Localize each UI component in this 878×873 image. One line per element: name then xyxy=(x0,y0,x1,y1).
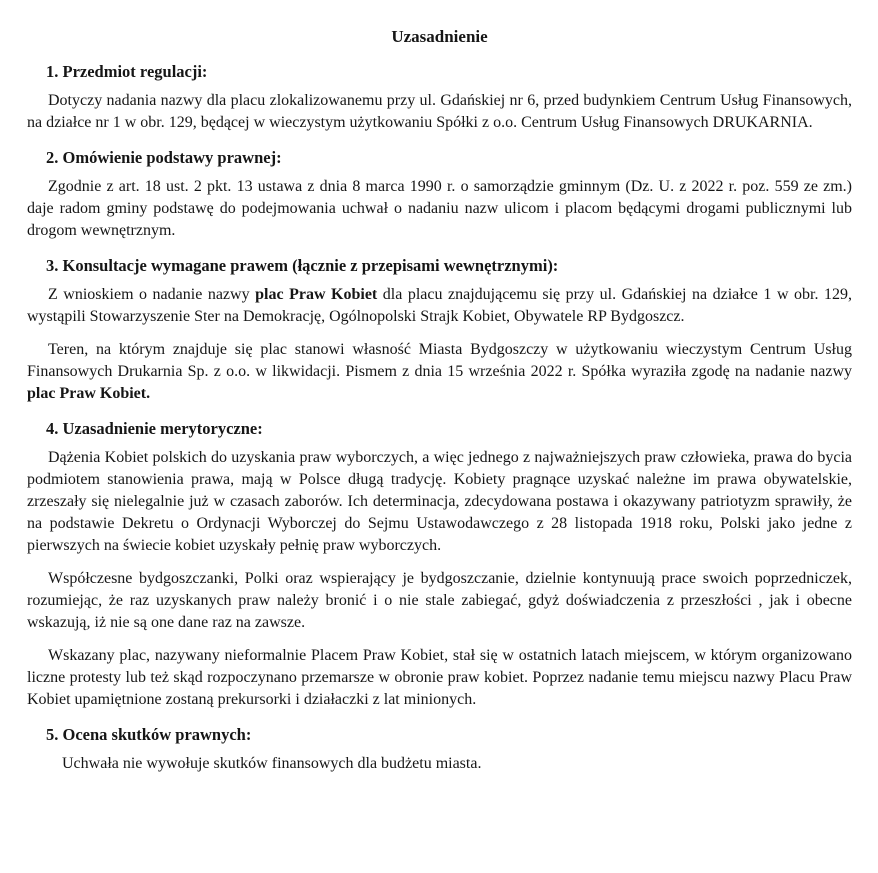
section-heading-4 xyxy=(46,418,852,440)
text-run: Wskazany plac, nazywany nieformalnie Placem Praw Kobiet, stał się w ostatnich latach miejscem, w którym organizowano liczne protesty lub też skąd rozpoczynano przemarsze w obronie praw kobiet. Poprzez nadanie temu miejscu nazwy Placu Praw Kobiet upamiętnione zostaną prekursorki i działaczki z lat minionych. xyxy=(27,647,852,708)
text-run: Teren, na którym znajduje się plac stanowi własność Miasta Bydgoszczy w użytkowaniu wieczystym Centrum Usług Finansowych Drukarnia Sp. z o.o. w likwidacji. Pismem z dnia 15 września 2022 r. Spółka wyraziła zgodę na nadanie nazwy xyxy=(27,341,852,380)
text-run: dla placu znajdującemu się przy ul. Gdańskiej na działce 1 w obr. 129, wystąpili Stowarzyszenie Ster na Demokrację, Ogólnopolski Strajk Kobiet, Obywatele RP Bydgoszcz. xyxy=(27,286,852,325)
text-run: Z wnioskiem o nadanie nazwy xyxy=(48,286,256,303)
section-3 xyxy=(27,255,852,405)
section-5 xyxy=(27,724,852,775)
section-heading-3 xyxy=(46,255,852,277)
bold-text-run: 4. Uzasadnienie merytoryczne: xyxy=(46,419,263,438)
section-heading-5 xyxy=(46,724,852,746)
bold-text-run: 5. Ocena skutków prawnych: xyxy=(46,725,252,744)
text-run: . xyxy=(54,256,63,275)
text-run: Dążenia Kobiet polskich do uzyskania praw wyborczych, a więc jednego z najważniejszych praw człowieka, prawa do bycia podmiotem stanowienia prawa, mają w Polsce długą tradycję. Kobiety pragnące uzyskać należne im prawa obywatelskie, zrzeszały się nielegalnie już w czasach zaborów. Ich determinacja, zdecydowana postawa i okazywany patriotyzm sprawiły, że na podstawie Dekretu o Ordynacji Wyborczej do Sejmu Ustawodawczego z 28 listopada 1918 roku, Polski jako jedne z pierwszych na świecie kobiet uzyskały pełnię praw wyborczych. xyxy=(27,449,852,554)
paragraph xyxy=(27,284,852,328)
paragraph xyxy=(27,447,852,557)
paragraph xyxy=(27,339,852,405)
bold-text-run: 2. Omówienie podstawy prawnej: xyxy=(46,148,282,167)
section-2 xyxy=(27,147,852,242)
document-body xyxy=(27,61,852,775)
text-run: Dotyczy nadania nazwy dla placu zlokalizowanemu przy ul. Gdańskiej nr 6, przed budynkiem Centrum Usług Finansowych, na działce nr 1 w obr. 129, będącej w wieczystym użytkowaniu Spółki z o.o. Centrum Usług Finansowych DRUKARNIA. xyxy=(27,92,852,131)
bold-text-run: plac Praw Kobiet. xyxy=(27,385,151,402)
section-heading-1 xyxy=(46,61,852,83)
text-run: Współczesne bydgoszczanki, Polki oraz wspierający je bydgoszczanie, dzielnie kontynuują prace swoich poprzedniczek, rozumiejąc, że raz uzyskanych praw należy bronić i o nie stale zabiegać, gdyż doświadczenia z przeszłości , jak i obecne wskazują, iż nie są one dane raz na zawsze. xyxy=(27,570,852,631)
paragraph xyxy=(27,176,852,242)
paragraph xyxy=(27,568,852,634)
section-1 xyxy=(27,61,852,134)
paragraph xyxy=(27,90,852,134)
section-4 xyxy=(27,418,852,711)
document-title: Uzasadnienie xyxy=(391,27,488,46)
text-run: Zgodnie z art. 18 ust. 2 pkt. 13 ustawa z dnia 8 marca 1990 r. o samorządzie gminnym (Dz. U. z 2022 r. poz. 559 ze zm.) daje radom gminy podstawę do podejmowania uchwał o nadaniu nazw ulicom i placom będącymi drogami publicznymi lub drogom wewnętrznym. xyxy=(27,178,852,239)
section-heading-2 xyxy=(46,147,852,169)
bold-text-run: 1. Przedmiot regulacji: xyxy=(46,62,208,81)
bold-text-run: plac Praw Kobiet xyxy=(255,286,378,303)
paragraph xyxy=(27,645,852,711)
bold-text-run: Konsultacje wymagane prawem (łącznie z przepisami wewnętrznymi): xyxy=(62,256,559,275)
paragraph xyxy=(27,753,852,775)
bold-text-run: 3 xyxy=(46,256,55,275)
text-run: Uchwała nie wywołuje skutków finansowych dla budżetu miasta. xyxy=(62,755,482,772)
